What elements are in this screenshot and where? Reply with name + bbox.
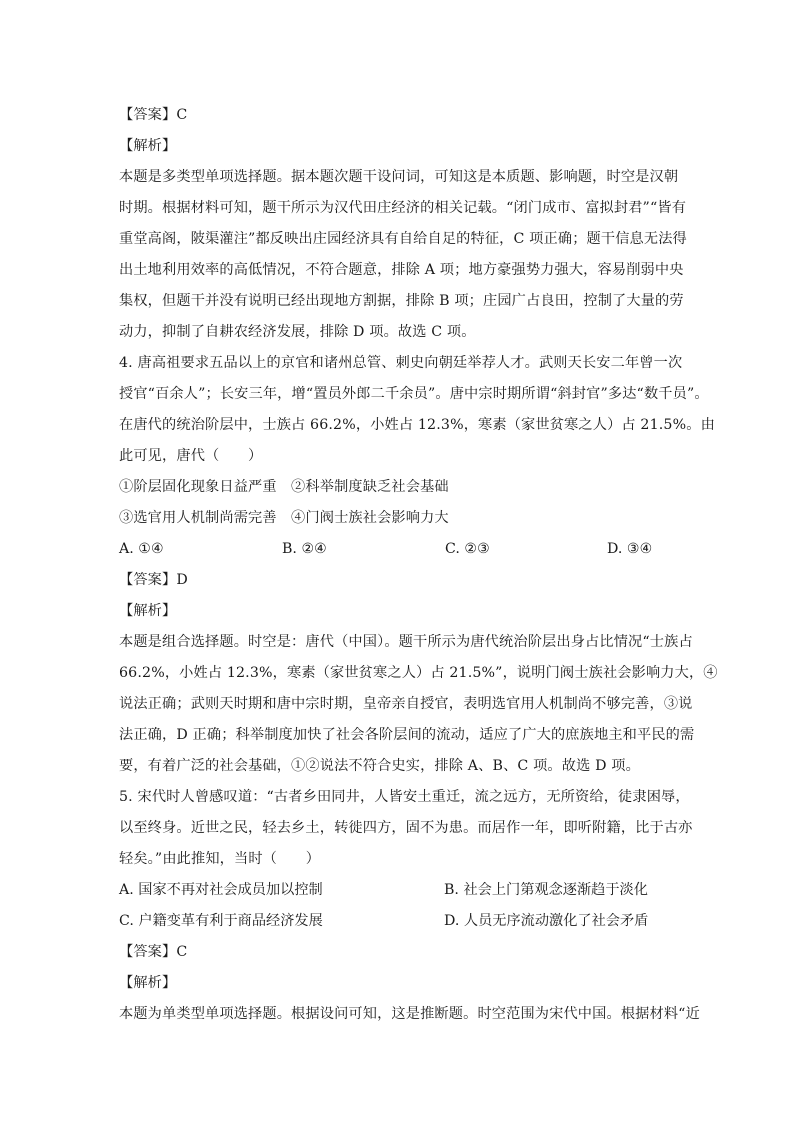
analysis-q4-line: 法正确，D 正确；科举制度加快了社会各阶层间的流动，适应了广大的庶族地主和平民的需 [119,727,695,743]
analysis-q4-line: 要，有着广泛的社会基础，①②说法不符合史实，排除 A、B、C 项。故选 D 项。 [119,758,640,774]
question-q4-line: 在唐代的统治阶层中，士族占 66.2%，小姓占 12.3%，寒素（家世贫寒之人）占 21.5%。由 [119,417,715,433]
question-q5-line: 轻矣。”由此推知，当时（ ） [119,851,321,867]
analysis-q4-line: 66.2%，小姓占 12.3%，寒素（家世贫寒之人）占 21.5%”，说明门阀士族社会影响力大，④ [119,665,718,681]
analysis-q3-line: 集权，但题干并没有说明已经出现地方割据，排除 B 项；庄园广占良田，控制了大量的劳 [119,293,684,309]
q5-option-b: B. 社会上门第观念逐渐趋于淡化 [444,882,648,898]
answer-q5: 【答案】C [119,944,188,960]
analysis-label-q4: 【解析】 [119,603,177,619]
q5-options-row-2 [119,906,677,937]
analysis-label-q3: 【解析】 [119,138,177,154]
analysis-q4-line: 本题是组合选择题。时空是：唐代（中国）。题干所示为唐代统治阶层出身占比情况“士族占 [119,634,693,650]
analysis-q3-line: 时期。根据材料可知，题干所示为汉代田庄经济的相关记载。“闭门成市、富拟封君”“皆有 [119,200,687,216]
analysis-q3-line: 本题是多类型单项选择题。据本题次题干设问词，可知这是本质题、影响题，时空是汉朝 [119,169,679,185]
q4-option-b: B. ②④ [282,541,327,557]
q4-option-d: D. ③④ [607,541,653,557]
analysis-q3-line: 重堂高阁，陂渠灌注”都反映出庄园经济具有自给自足的特征，C 项正确；题干信息无法得 [119,231,687,247]
q4-statement: ③选官用人机制尚需完善 ④门阀士族社会影响力大 [119,510,449,526]
analysis-q3-line: 动力，抑制了自耕农经济发展，排除 D 项。故选 C 项。 [119,324,476,340]
q5-option-a: A. 国家不再对社会成员加以控制 [119,882,323,898]
analysis-q4-line: 说法正确；武则天时期和唐中宗时期，皇帝亲自授官，表明选官用人机制尚不够完善，③说 [119,696,693,712]
question-q5-line: 5. 宋代时人曾感叹道：“古者乡田同井，人皆安土重迁，流之远方，无所资给，徒隶困辱， [119,789,690,805]
q4-options [119,534,677,565]
analysis-q5-line: 本题为单类型单项选择题。根据设问可知，这是推断题。时空范围为宋代中国。根据材料“近 [119,1006,700,1022]
q5-option-c: C. 户籍变革有利于商品经济发展 [119,913,323,929]
question-q4-line: 此可见，唐代（ ） [119,448,263,464]
answer-q4: 【答案】D [119,572,188,588]
analysis-label-q5: 【解析】 [119,975,177,991]
question-q4-line: 4. 唐高祖要求五品以上的京官和诸州总管、刺史向朝廷举荐人才。武则天长安二年曾一次 [119,355,683,371]
analysis-q3-line: 出土地利用效率的高低情况，不符合题意，排除 A 项；地方豪强势力强大，容易削弱中央 [119,262,684,278]
question-q5-line: 以至终身。近世之民，轻去乡土，转徙四方，固不为患。而居作一年，即听附籍，比于古亦 [119,820,693,836]
q4-option-a: A. ①④ [119,541,164,557]
q5-option-d: D. 人员无序流动激化了社会矛盾 [444,913,649,929]
q4-statement: ①阶层固化现象日益严重 ②科举制度缺乏社会基础 [119,479,449,495]
q5-options-row-1 [119,875,677,906]
answer-q3: 【答案】C [119,107,188,123]
q4-option-c: C. ②③ [445,541,490,557]
document-page [119,100,718,1030]
question-q4-line: 授官“百余人”；长安三年，增“置员外郎二千余员”。唐中宗时期所谓“斜封官”多达“数千员”。 [119,386,709,402]
